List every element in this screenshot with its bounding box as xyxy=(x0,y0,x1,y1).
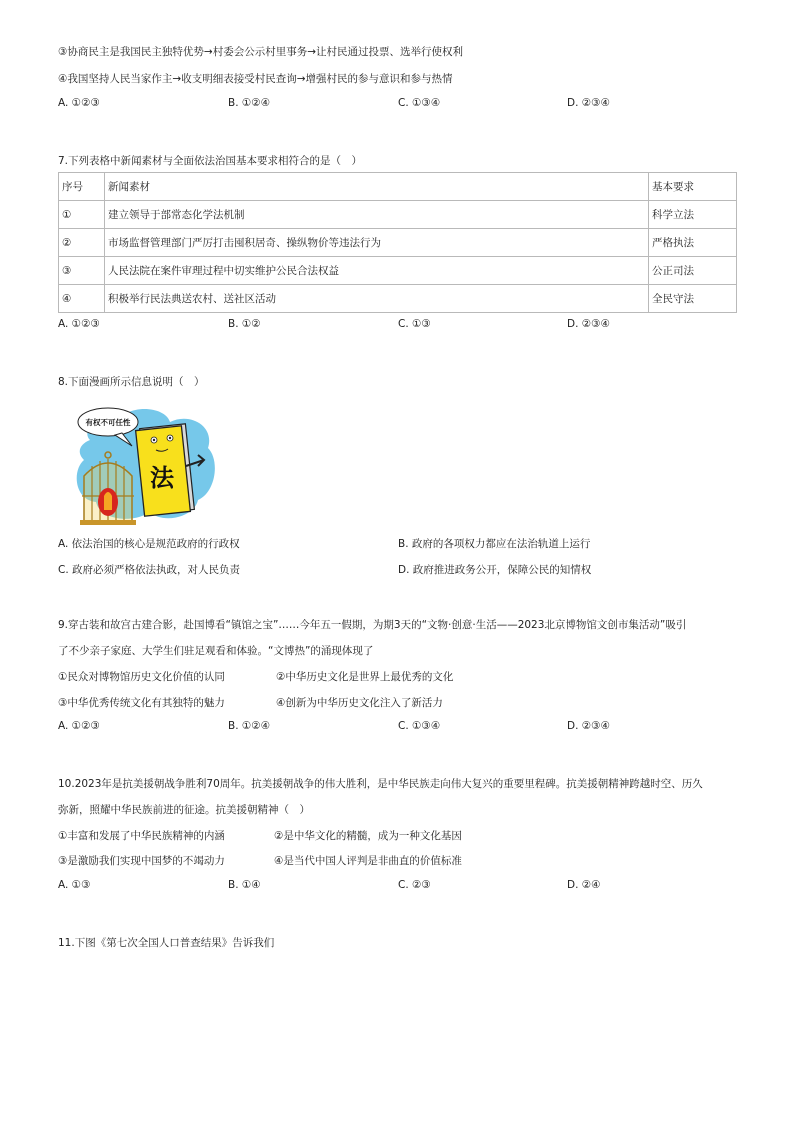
q6-item-3: ③协商民主是我国民主独特优势→村委会公示村里事务→让村民通过投票、选举行使权利 xyxy=(58,46,464,58)
q8-stem: 8.下面漫画所示信息说明（ ） xyxy=(58,376,205,388)
q7-stem: 7.下列表格中新闻素材与全面依法治国基本要求相符合的是（ ） xyxy=(58,155,363,167)
q10-item-1: ①丰富和发展了中华民族精神的内涵 xyxy=(58,830,225,842)
table-cell: ① xyxy=(59,201,105,229)
table-row xyxy=(59,285,737,313)
q6-option-c[interactable]: C. ①③④ xyxy=(398,97,441,109)
q9-option-a[interactable]: A. ①②③ xyxy=(58,720,100,732)
q7-option-b[interactable]: B. ①② xyxy=(228,318,261,330)
q10-item-4: ④是当代中国人评判是非曲直的价值标准 xyxy=(274,855,462,867)
q9-stem-line-1: 9.穿古装和故宫古建合影，赴国博看“镇馆之宝”……今年五一假期，为期3天的“文物·创意·生活——2023北京博物馆文创市集活动”吸引 xyxy=(58,619,687,631)
table-cell: 科学立法 xyxy=(649,201,737,229)
q8-option-d[interactable]: D. 政府推进政务公开，保障公民的知情权 xyxy=(398,564,592,576)
table-cell: 全民守法 xyxy=(649,285,737,313)
table-header: 基本要求 xyxy=(649,173,737,201)
q7-option-d[interactable]: D. ②③④ xyxy=(567,318,610,330)
q8-option-b[interactable]: B. 政府的各项权力都应在法治轨道上运行 xyxy=(398,538,591,550)
q9-item-2: ②中华历史文化是世界上最优秀的文化 xyxy=(276,671,454,683)
q6-option-b[interactable]: B. ①②④ xyxy=(228,97,271,109)
q10-option-b[interactable]: B. ①④ xyxy=(228,879,261,891)
q9-option-c[interactable]: C. ①③④ xyxy=(398,720,441,732)
law-book-text: 法 xyxy=(150,464,174,492)
q10-option-c[interactable]: C. ②③ xyxy=(398,879,431,891)
q9-item-1: ①民众对博物馆历史文化价值的认同 xyxy=(58,671,225,683)
table-header: 序号 xyxy=(59,173,105,201)
table-cell: 公正司法 xyxy=(649,257,737,285)
q10-option-a[interactable]: A. ①③ xyxy=(58,879,91,891)
speech-bubble-text: 有权不可任性 xyxy=(85,418,131,427)
table-cell: 建立领导于部常态化学法机制 xyxy=(105,201,649,229)
q8-option-a[interactable]: A. 依法治国的核心是规范政府的行政权 xyxy=(58,538,240,550)
q8-option-c[interactable]: C. 政府必须严格依法执政，对人民负责 xyxy=(58,564,241,576)
table-cell: 人民法院在案件审理过程中切实维护公民合法权益 xyxy=(105,257,649,285)
q6-item-4: ④我国坚持人民当家作主→收支明细表接受村民查询→增强村民的参与意识和参与热情 xyxy=(58,73,453,85)
table-cell: ② xyxy=(59,229,105,257)
table-cell: ④ xyxy=(59,285,105,313)
q9-stem-line-2: 了不少亲子家庭、大学生们驻足观看和体验。“文博热”的涌现体现了 xyxy=(58,645,374,657)
q10-item-2: ②是中华文化的精髓，成为一种文化基因 xyxy=(274,830,462,842)
table-row xyxy=(59,257,737,285)
table-header: 新闻素材 xyxy=(105,173,649,201)
q6-option-a[interactable]: A. ①②③ xyxy=(58,97,100,109)
table-cell: 严格执法 xyxy=(649,229,737,257)
q9-item-3: ③中华优秀传统文化有其独特的魅力 xyxy=(58,697,225,709)
q11-stem: 11.下图《第七次全国人口普查结果》告诉我们 xyxy=(58,937,275,949)
q7-option-c[interactable]: C. ①③ xyxy=(398,318,431,330)
table-row xyxy=(59,201,737,229)
table-cell: ③ xyxy=(59,257,105,285)
cartoon-image xyxy=(70,400,220,528)
q10-option-d[interactable]: D. ②④ xyxy=(567,879,601,891)
table-row xyxy=(59,229,737,257)
q9-item-4: ④创新为中华历史文化注入了新活力 xyxy=(276,697,443,709)
q9-option-d[interactable]: D. ②③④ xyxy=(567,720,610,732)
table-cell: 市场监督管理部门严厉打击囤积居奇、操纵物价等违法行为 xyxy=(105,229,649,257)
q10-stem-line-2: 弥新，照耀中华民族前进的征途。抗美援朝精神（ ） xyxy=(58,804,310,816)
q7-option-a[interactable]: A. ①②③ xyxy=(58,318,100,330)
q10-stem-line-1: 10.2023年是抗美援朝战争胜利70周年。抗美援朝战争的伟大胜利，是中华民族走向伟大复兴的重要里程碑。抗美援朝精神跨越时空、历久 xyxy=(58,778,703,790)
table-cell: 积极举行民法典送农村、送社区活动 xyxy=(105,285,649,313)
q9-option-b[interactable]: B. ①②④ xyxy=(228,720,271,732)
q10-item-3: ③是激励我们实现中国梦的不竭动力 xyxy=(58,855,225,867)
q7-table xyxy=(58,172,737,313)
q6-option-d[interactable]: D. ②③④ xyxy=(567,97,610,109)
table-header-row xyxy=(59,173,737,201)
